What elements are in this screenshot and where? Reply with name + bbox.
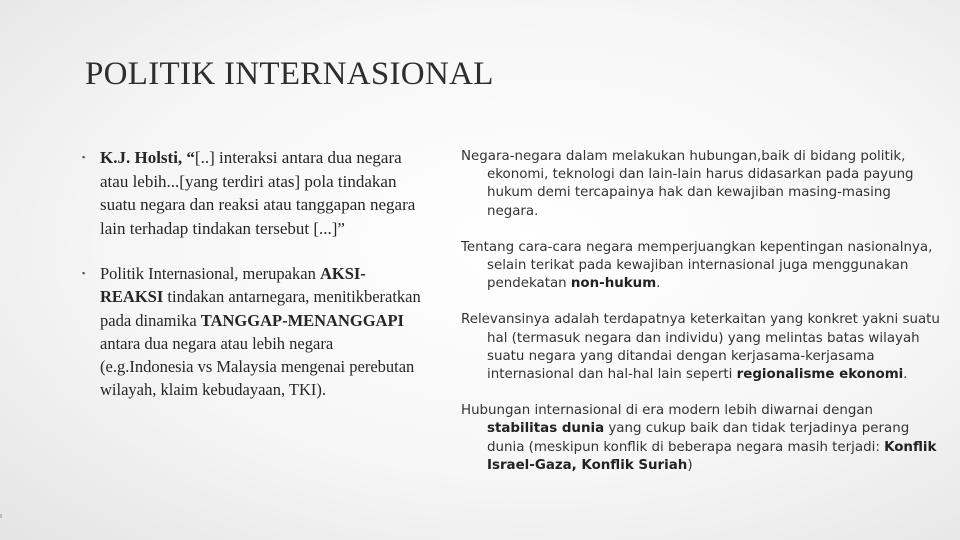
bold-regionalisme: regionalisme ekonomi — [736, 367, 904, 383]
paragraph-national-interest — [461, 239, 946, 294]
corner-mark — [0, 514, 2, 518]
holsti-author: K.J. Holsti, “ — [100, 148, 195, 167]
list-item-holsti — [78, 146, 428, 240]
paragraph-text: Tentang cara-cara negara memperjuangkan kepentingan nasionalnya, selain terikat pada kewajiban internasional juga menggunakan pendekatan — [461, 239, 933, 292]
definition-bold-tanggap: TANGGAP-MENANGGAPI — [200, 310, 404, 330]
left-bullet-list — [78, 146, 428, 402]
list-item-definition — [78, 262, 428, 402]
definition-text: antara dua negara atau lebih negara (e.g.Indonesia vs Malaysia mengenai perebutan wilayah, klaim kebudayaan, TKI). — [100, 333, 415, 400]
bold-stabilitas: stabilitas dunia — [487, 421, 605, 437]
paragraph-modern-era — [461, 402, 946, 475]
holsti-quote: [..] interaksi antara dua negara atau lebih...[yang terdiri atas] pola tindakan suatu negara dan reaksi atau tanggapan negara lain terhadap tindakan tersebut [...]” — [100, 148, 416, 238]
paragraph-text: Negara-negara dalam melakukan hubungan,baik di bidang politik, ekonomi, teknologi dan lain-lain harus didasarkan pada payung hukum demi tercapainya hak dan kewajiban masing-masing negara. — [461, 149, 914, 219]
paragraph-text: . — [903, 367, 908, 383]
paragraph-text: yang cukup baik dan tidak terjadinya perang dunia (meskipun konflik di beberapa negara masih terjadi: — [487, 421, 910, 455]
square-bullet-icon: ▪ — [82, 152, 86, 162]
bold-konflik: Konflik Israel-Gaza, Konflik Suriah — [487, 439, 937, 473]
paragraph-text: Relevansinya adalah terdapatnya keterkaitan yang konkret yakni suatu hal (termasuk negara dan individu) yang melintas batas wilayah suatu negara yang ditandai dengan kerjasama-kerjasama internasional dan hal-hal lain seperti — [461, 312, 940, 383]
definition-bold-aksi-reaksi: AKSI-REAKSI — [100, 264, 366, 307]
paragraph-text: Hubungan internasional di era modern lebih diwarnai dengan — [461, 403, 874, 419]
paragraph-relevance — [461, 311, 946, 384]
paragraph-legal-basis — [461, 148, 946, 221]
right-column — [461, 148, 946, 475]
paragraph-text: . — [656, 276, 661, 292]
bold-non-hukum: non-hukum — [570, 276, 657, 292]
paragraph-text: ) — [687, 457, 693, 473]
slide-title: POLITIK INTERNASIONAL — [85, 56, 494, 92]
definition-text: Politik Internasional, merupakan — [100, 264, 320, 283]
definition-text: tindakan antarnegara, menitikberatkan pada dinamika — [100, 287, 421, 330]
square-bullet-icon: ▪ — [82, 268, 86, 278]
